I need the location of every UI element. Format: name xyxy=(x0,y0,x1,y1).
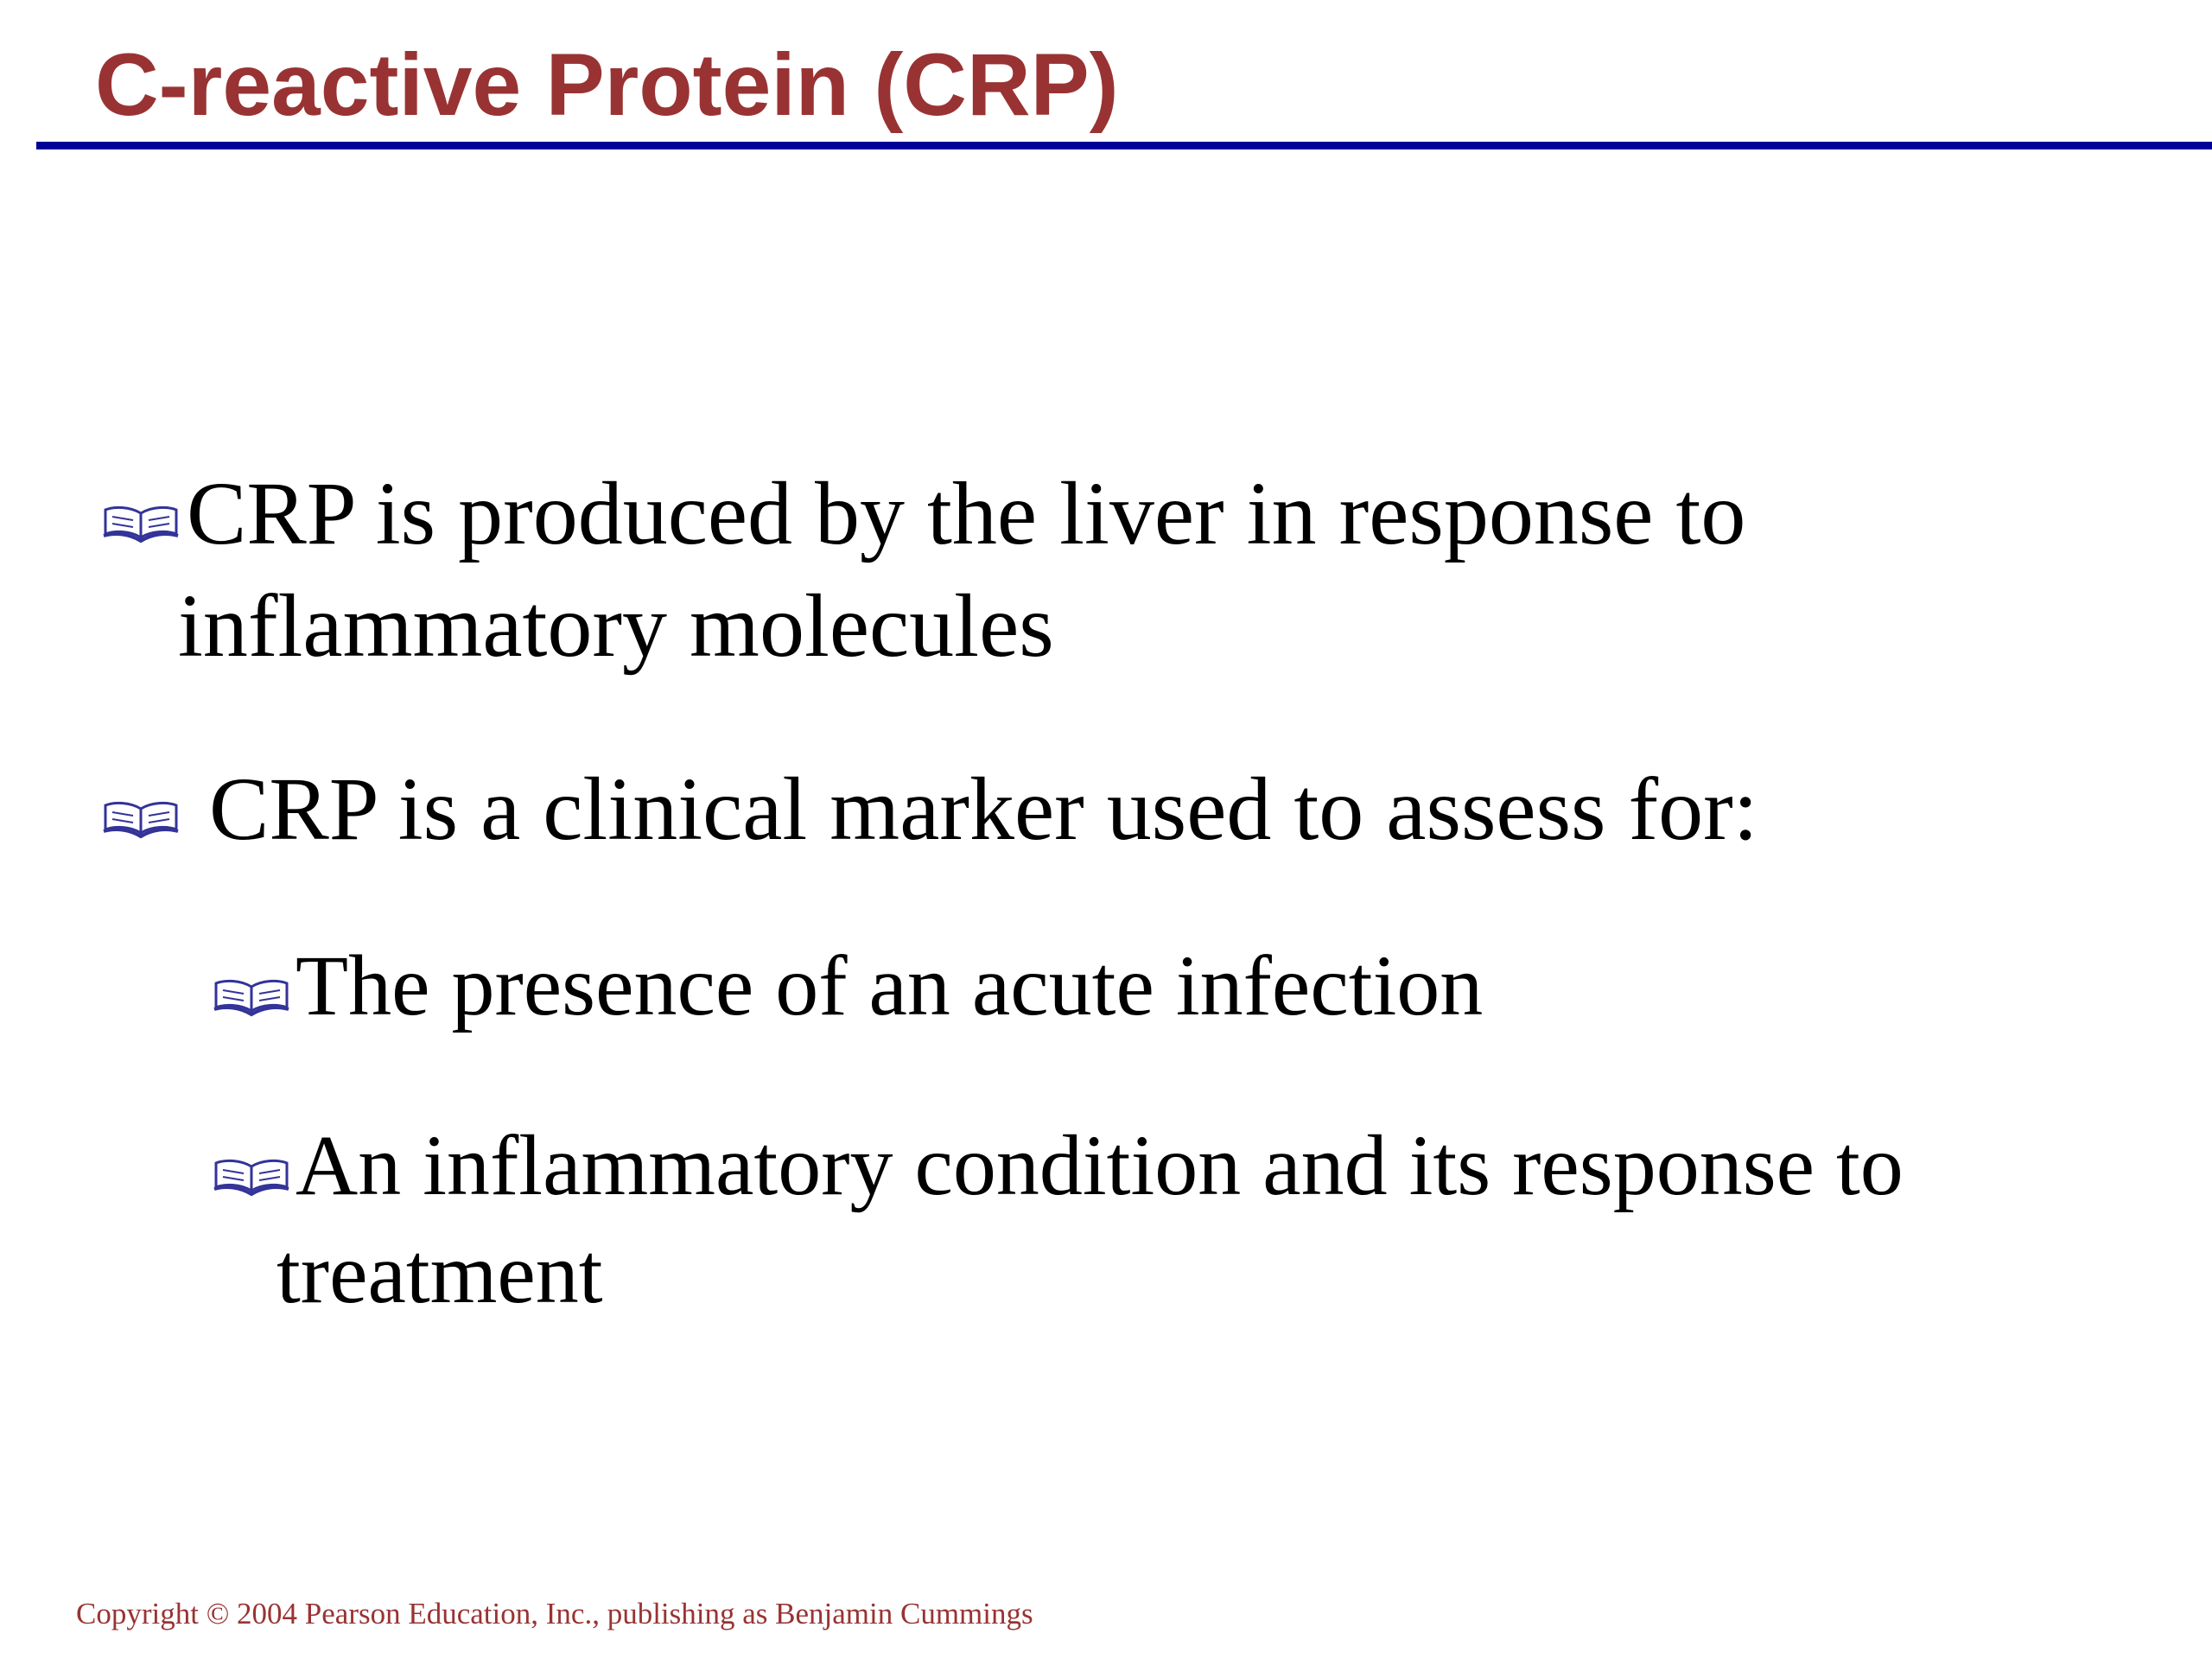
bullet-line: CRP is a clinical marker used to assess for: xyxy=(209,760,1758,859)
bullet-line: CRP is produced by the liver in response to xyxy=(187,464,1746,563)
bullet-line: The presence of an acute infection xyxy=(296,938,1484,1033)
open-book-icon xyxy=(213,975,290,1018)
open-book-icon xyxy=(213,1154,290,1198)
bullet-line: treatment xyxy=(276,1225,603,1321)
title-divider xyxy=(36,142,2212,149)
open-book-icon xyxy=(102,797,180,840)
slide-title: C-reactive Protein (CRP) xyxy=(95,35,1119,134)
copyright-notice: Copyright © 2004 Pearson Education, Inc., publishing as Benjamin Cummings xyxy=(76,1597,1033,1630)
bullet-line: inflammatory molecules xyxy=(178,576,1054,676)
open-book-icon xyxy=(102,501,180,544)
bullet-line: An inflammatory condition and its response to xyxy=(296,1117,1904,1213)
